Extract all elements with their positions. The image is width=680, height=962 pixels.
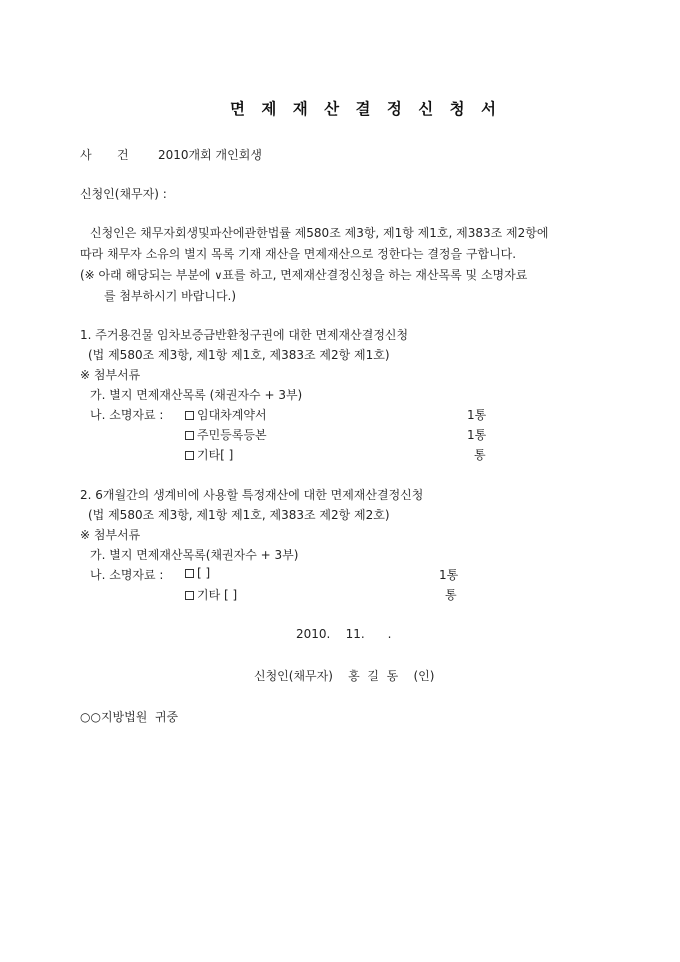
section2-evidence-2-count: 통: [445, 588, 457, 602]
section2-item-na: 나. 소명자료 :: [90, 568, 164, 582]
court-addressee: ○○지방법원 귀중: [80, 710, 179, 724]
signature: 신청인(채무자) 홍 길 동 (인): [254, 669, 435, 683]
case-label-a: 사: [80, 148, 92, 162]
checkbox[interactable]: [185, 451, 194, 460]
note-prefix: (※ 아래 해당되는 부분에: [80, 268, 211, 282]
case-label-b: 건: [117, 148, 129, 162]
section2-heading: 2. 6개월간의 생계비에 사용할 특정재산에 대한 면제재산결정신청: [80, 488, 424, 502]
evidence-label: 기타[ ]: [197, 448, 234, 462]
date: 2010. 11. .: [296, 627, 392, 641]
section1-heading: 1. 주거용건물 임차보증금반환청구권에 대한 면제재산결정신청: [80, 328, 409, 342]
note-suffix: 표를 하고, 면제재산결정신청을 하는 재산목록 및 소명자료: [222, 268, 528, 282]
section1-evidence-1-count: 1통: [467, 408, 487, 422]
section1-evidence-2[interactable]: [185, 426, 267, 443]
applicant-label: 신청인(채무자) :: [80, 187, 167, 201]
evidence-label: 기타 [ ]: [197, 588, 238, 602]
section1-evidence-1[interactable]: [185, 406, 267, 423]
checkbox[interactable]: [185, 591, 194, 600]
note-line-1: [80, 266, 527, 283]
section2-law: (법 제580조 제3항, 제1항 제1호, 제383조 제2항 제2호): [88, 508, 390, 522]
evidence-label: [ ]: [197, 566, 211, 580]
document-title: 면 제 재 산 결 정 신 청 서: [230, 100, 502, 118]
section1-evidence-2-count: 1통: [467, 428, 487, 442]
section1-attach-label: ※ 첨부서류: [80, 368, 141, 382]
case-value: 2010개회 개인회생: [158, 148, 262, 162]
evidence-label: 주민등록등본: [197, 428, 267, 442]
intro-line-2: 따라 채무자 소유의 별지 목록 기재 재산을 면제재산으로 정한다는 결정을 구합니다.: [80, 247, 517, 261]
checkbox[interactable]: [185, 569, 194, 578]
check-mark-icon: ∨: [214, 269, 223, 282]
section1-item-na: 나. 소명자료 :: [90, 408, 164, 422]
section1-item-ga: 가. 별지 면제재산목록 (채권자수 + 3부): [90, 388, 303, 402]
checkbox[interactable]: [185, 411, 194, 420]
section2-evidence-1[interactable]: [185, 566, 210, 580]
section2-evidence-1-count: 1통: [439, 568, 459, 582]
evidence-label: 임대차계약서: [197, 408, 267, 422]
checkbox[interactable]: [185, 431, 194, 440]
note-line-2: 를 첨부하시기 바랍니다.): [104, 289, 237, 303]
section1-evidence-3[interactable]: [185, 446, 233, 463]
intro-line-1: 신청인은 채무자회생및파산에관한법률 제580조 제3항, 제1항 제1호, 제383조 제2항에: [90, 226, 549, 240]
section1-law: (법 제580조 제3항, 제1항 제1호, 제383조 제2항 제1호): [88, 348, 390, 362]
section2-attach-label: ※ 첨부서류: [80, 528, 141, 542]
section2-item-ga: 가. 별지 면제재산목록(채권자수 + 3부): [90, 548, 299, 562]
section1-evidence-3-count: 통: [474, 448, 486, 462]
section2-evidence-2[interactable]: [185, 586, 237, 603]
